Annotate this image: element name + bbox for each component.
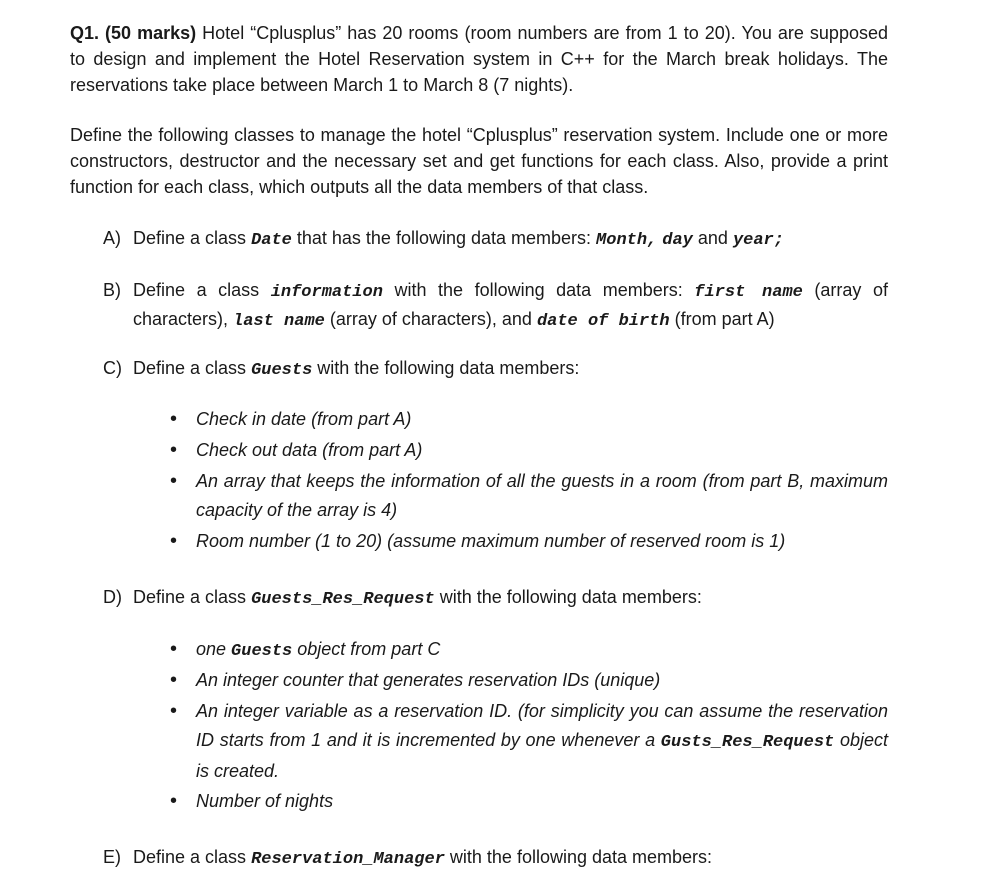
part-a-label: A) bbox=[103, 228, 121, 248]
bullet-icon: • bbox=[170, 790, 178, 812]
bullet-icon: • bbox=[170, 530, 178, 552]
list-item: • An integer counter that generates reservation IDs (unique) bbox=[170, 666, 888, 695]
part-b-text: Define a class information with the following data members: first name (array of characters), last name (array of characters), and date of birth (from part A) bbox=[133, 280, 888, 331]
part-b bbox=[103, 277, 888, 335]
list-item: • An integer variable as a reservation ID. (for simplicity you can assume the reservation ID starts from 1 and it is incremented by one whenever a Gusts_Res_Request object is created. bbox=[170, 697, 888, 786]
list-item: • Room number (1 to 20) (assume maximum number of reserved room is 1) bbox=[170, 527, 888, 556]
part-c-label: C) bbox=[103, 358, 122, 378]
part-c bbox=[103, 355, 888, 384]
bullet-icon: • bbox=[170, 638, 178, 660]
part-a-text: Define a class Date that has the following data members: Month, day and year; bbox=[133, 228, 784, 250]
bullet-icon: • bbox=[170, 470, 178, 492]
bullet-icon: • bbox=[170, 408, 178, 430]
list-item: • Check in date (from part A) bbox=[170, 405, 888, 434]
part-d-text: Define a class Guests_Res_Request with the following data members: bbox=[133, 587, 702, 609]
bullet-icon: • bbox=[170, 700, 178, 722]
list-item: • An array that keeps the information of all the guests in a room (from part B, maximum capacity of the array is 4) bbox=[170, 467, 888, 525]
bullet-icon: • bbox=[170, 669, 178, 691]
list-item: • Number of nights bbox=[170, 787, 888, 816]
list-item: • Check out data (from part A) bbox=[170, 436, 888, 465]
question-heading: Q1. (50 marks) bbox=[70, 23, 197, 43]
instructions-paragraph: Define the following classes to manage the hotel “Cplusplus” reservation system. Include one or more constructors, destructor and the necessary set and get functions for each class. Also, provide a print function for each class, which outputs all the data members of that class. bbox=[70, 125, 888, 197]
part-e bbox=[103, 844, 888, 873]
part-d bbox=[103, 584, 888, 613]
question-text: Hotel “Cplusplus” has 20 rooms (room numbers are from 1 to 20). You are supposed to design and implement the Hotel Reservation system in C++ for the March break holidays. The reservations take place between March 1 to March 8 (7 nights). bbox=[70, 23, 888, 95]
part-a bbox=[103, 225, 888, 254]
part-d-label: D) bbox=[103, 587, 122, 607]
part-e-text: Define a class Reservation_Manager with the following data members: bbox=[133, 847, 713, 869]
question-intro bbox=[70, 20, 888, 98]
bullet-icon: • bbox=[170, 439, 178, 461]
part-b-label: B) bbox=[103, 280, 121, 300]
list-item: • one Guests object from part C bbox=[170, 635, 888, 666]
part-c-text: Define a class Guests with the following data members: bbox=[133, 358, 580, 380]
part-e-label: E) bbox=[103, 847, 121, 867]
